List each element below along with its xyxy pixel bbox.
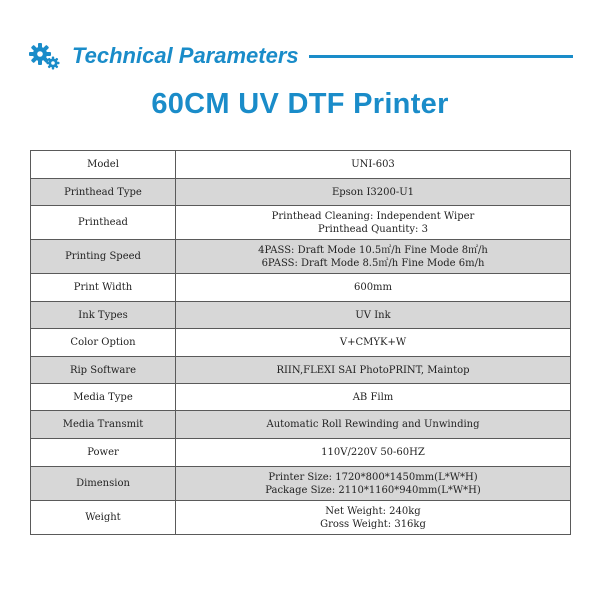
section-title: Technical Parameters: [72, 43, 299, 68]
parameter-label: Weight: [31, 501, 176, 535]
parameter-value: [176, 384, 571, 411]
parameter-value-line: AB Film: [352, 391, 394, 403]
parameter-value-line: Gross Weight: 316kg: [320, 518, 426, 530]
parameter-value: [176, 357, 571, 384]
parameter-value: [176, 274, 571, 302]
parameter-value-line: Epson I3200-U1: [331, 186, 415, 198]
parameter-value-line: 110V/220V 50-60HZ: [321, 447, 425, 458]
parameter-value-line: 4PASS: Draft Mode 10.5㎡/h Fine Mode 8㎡/h: [258, 244, 488, 256]
table-row: [31, 501, 571, 535]
table-row: [31, 240, 571, 274]
table-row: [31, 329, 571, 357]
parameter-value-line: Printhead Cleaning: Independent Wiper: [271, 210, 475, 222]
parameter-value-line: Printhead Quantity: 3: [318, 223, 428, 235]
parameter-value: [176, 302, 571, 329]
parameter-label: Model: [31, 151, 176, 179]
spec-table: [30, 150, 571, 535]
parameter-value-line: Automatic Roll Rewinding and Unwinding: [266, 419, 480, 430]
parameter-label: Media Type: [31, 384, 176, 411]
parameter-value: [176, 411, 571, 439]
table-row: [31, 274, 571, 302]
header-divider: [309, 55, 573, 58]
table-row: [31, 357, 571, 384]
table-row: [31, 179, 571, 206]
parameter-value: [176, 467, 571, 501]
table-row: [31, 439, 571, 467]
table-row: [31, 467, 571, 501]
table-row: [31, 384, 571, 411]
parameter-label: Ink Types: [31, 302, 176, 329]
parameter-label: Rip Software: [31, 357, 176, 384]
parameter-value-line: Package Size: 2110*1160*940mm(L*W*H): [265, 484, 481, 496]
gear-icon: [28, 41, 62, 71]
section-header: [28, 40, 573, 72]
parameter-value: [176, 179, 571, 206]
parameter-label: Power: [31, 439, 176, 467]
table-row: [31, 206, 571, 240]
parameter-value: [176, 329, 571, 357]
parameter-label: Dimension: [31, 467, 176, 501]
parameter-value-line: UV Ink: [355, 309, 391, 321]
page-title: 60CM UV DTF Printer: [151, 88, 449, 120]
parameter-label: Printing Speed: [31, 240, 176, 274]
parameter-value: [176, 151, 571, 179]
parameter-value-line: V+CMYK+W: [339, 337, 407, 348]
table-row: [31, 302, 571, 329]
parameter-value-line: Net Weight: 240kg: [325, 505, 421, 517]
parameter-value-line: 600mm: [353, 282, 393, 293]
parameter-value-line: UNI-603: [351, 159, 395, 170]
parameter-label: Media Transmit: [31, 411, 176, 439]
parameter-value-line: RIIN,FLEXI SAI PhotoPRINT, Maintop: [276, 364, 470, 376]
parameter-label: Print Width: [31, 274, 176, 302]
parameter-label: Printhead Type: [31, 179, 176, 206]
parameter-value: [176, 240, 571, 274]
parameter-value: [176, 206, 571, 240]
parameter-value: [176, 439, 571, 467]
parameter-value-line: 6PASS: Draft Mode 8.5㎡/h Fine Mode 6m/h: [261, 257, 485, 269]
table-row: [31, 411, 571, 439]
parameter-label: Printhead: [31, 206, 176, 240]
table-row: [31, 151, 571, 179]
parameter-value-line: Printer Size: 1720*800*1450mm(L*W*H): [268, 471, 478, 483]
parameter-value: [176, 501, 571, 535]
parameter-label: Color Option: [31, 329, 176, 357]
